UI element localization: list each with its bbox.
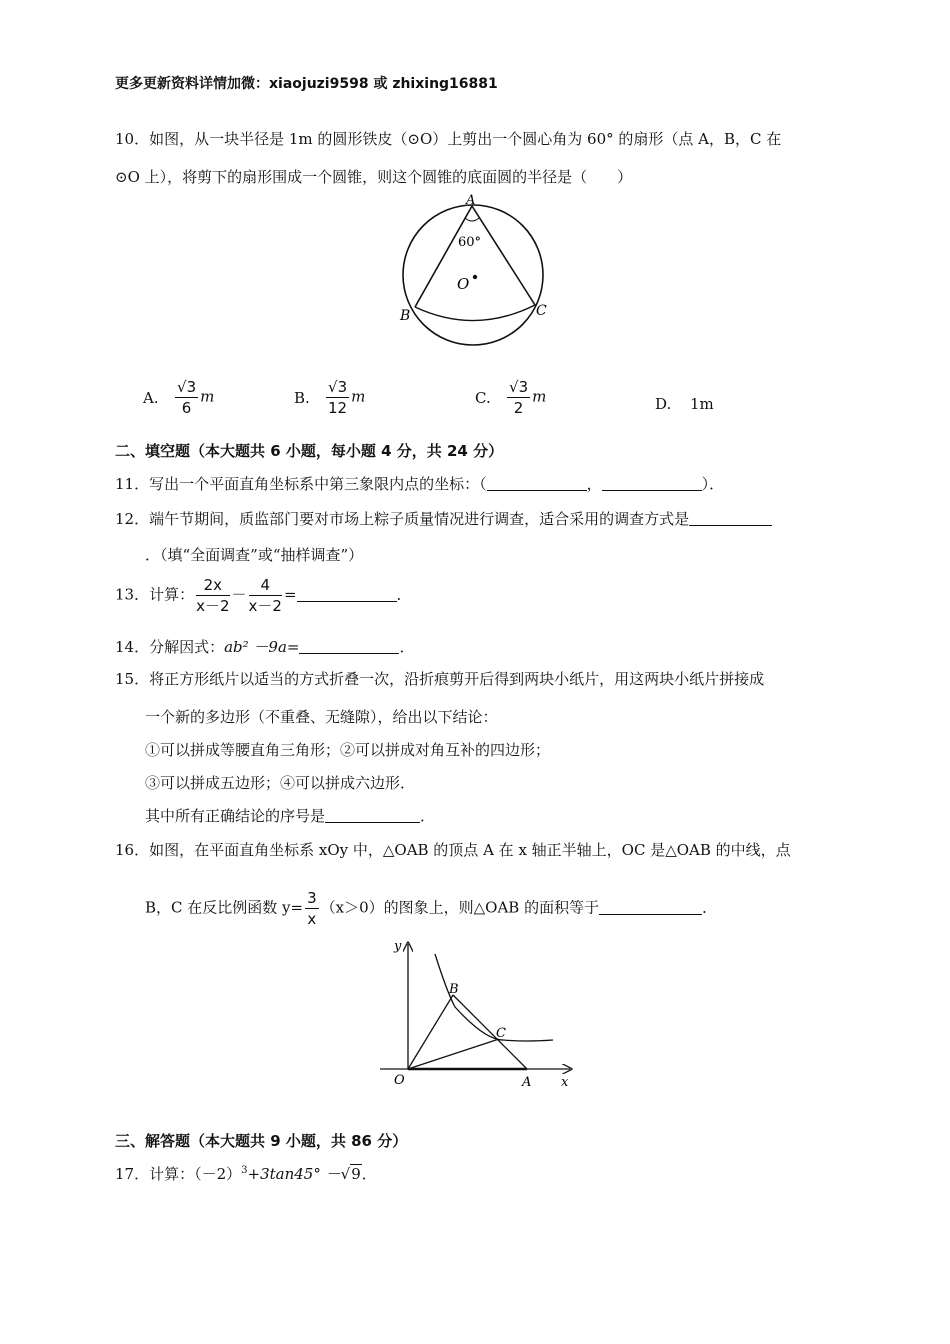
q10-option-d <box>655 395 714 413</box>
q16-prefix: B，C 在反比例函数 y= <box>145 898 304 917</box>
segment-ob <box>408 995 453 1069</box>
q12-blank[interactable] <box>689 511 772 526</box>
q12-line2: ．（填“全面调查”或“抽样调查”） <box>145 546 364 564</box>
q13-frac2-num: 4 <box>249 575 282 596</box>
q15-line2: 一个新的多边形（不重叠、无缝隙），给出以下结论： <box>145 708 498 726</box>
q13-frac2-den: x－2 <box>248 597 282 615</box>
q10-text-line1: 10．如图，从一块半径是 1m 的圆形铁皮（⊙O）上剪出一个圆心角为 60° 的扇形（点 A，B，C 在 <box>115 130 782 148</box>
angle-mark <box>465 218 479 221</box>
option-unit: m <box>200 387 215 406</box>
arc-bc <box>415 305 535 321</box>
q11-comma: ， <box>586 475 602 493</box>
segment-oc <box>408 1039 499 1069</box>
q15-line4: ③可以拼成五边形；④可以拼成六边形． <box>145 774 416 792</box>
q13-prefix: 13．计算： <box>115 585 195 604</box>
q15-end: ． <box>420 807 436 825</box>
q10-text-line2: ⊙O 上），将剪下的扇形围成一个圆锥，则这个圆锥的底面圆的半径是（ ） <box>115 168 633 186</box>
q10-option-b: B. $\frac{√3}{12}$ m <box>294 378 366 417</box>
q14 <box>115 636 415 657</box>
q15-line5 <box>145 805 435 826</box>
q16-suffix: （x＞0）的图象上，则△OAB 的面积等于 <box>320 898 600 917</box>
q12-text: 12．端午节期间，质监部门要对市场上粽子质量情况进行调查，适合采用的调查方式是 <box>115 510 690 528</box>
q17-radicand: 9 <box>351 1165 361 1183</box>
label-a: A <box>466 193 476 208</box>
option-letter: A. <box>143 388 159 407</box>
q13 <box>115 575 412 616</box>
label-b: B <box>400 308 411 324</box>
option-c-num: 3 <box>518 378 529 396</box>
q16-blank[interactable] <box>599 900 702 915</box>
q13-frac1-num: 2x <box>196 575 229 596</box>
q11-suffix: ）． <box>701 475 725 493</box>
q16-frac-den: x <box>307 910 317 928</box>
option-letter: B. <box>294 388 310 407</box>
label-c: C <box>536 303 547 319</box>
page-header: 更多更新资料详情加微：xiaojuzi9598 或 zhixing16881 <box>115 76 498 92</box>
q10-option-c: C. $\frac{√3}{2}$ m <box>475 378 547 417</box>
option-a-den: 6 <box>181 399 192 417</box>
q11-blank-x[interactable] <box>487 476 587 491</box>
label-o: O <box>457 275 470 293</box>
option-c-den: 2 <box>513 399 524 417</box>
q17-middle: +3tan45° － <box>247 1165 341 1183</box>
q13-end: ． <box>396 585 412 604</box>
q13-blank[interactable] <box>297 587 397 602</box>
circle-o <box>403 205 543 345</box>
axis-label-y: y <box>394 939 402 954</box>
q14-expr: ab² －9a= <box>224 638 300 656</box>
q12-line1 <box>115 508 772 529</box>
label-c: C <box>496 1026 506 1041</box>
q16-coordinate-figure <box>375 932 580 1092</box>
q11 <box>115 473 724 494</box>
label-a: A <box>522 1075 532 1090</box>
q17-exponent: 3 <box>241 1165 248 1176</box>
angle-label: 60° <box>458 235 482 250</box>
center-point <box>473 275 477 279</box>
q15-blank[interactable] <box>325 808 420 823</box>
option-letter: C. <box>475 388 491 407</box>
option-letter: D. <box>655 395 672 413</box>
q16-line2 <box>145 888 717 929</box>
q17: 17．计算：$(-2)^3+3\tan 45^\circ -√9$． <box>115 1165 377 1183</box>
option-b-den: 12 <box>328 399 348 417</box>
label-o: O <box>394 1073 405 1088</box>
option-a-num: 3 <box>186 378 197 396</box>
q13-minus: － <box>231 585 247 604</box>
q14-blank[interactable] <box>299 639 399 654</box>
label-b: B <box>449 982 459 997</box>
q15-prompt: 其中所有正确结论的序号是 <box>145 807 326 825</box>
q16-frac-num: 3 <box>307 889 317 907</box>
q13-eq: = <box>283 585 297 604</box>
option-b-num: 3 <box>337 378 348 396</box>
section-3-heading: 三、解答题（本大题共 9 小题，共 86 分） <box>115 1132 408 1150</box>
q13-frac1-den: x－2 <box>196 597 230 615</box>
q14-prefix: 14．分解因式： <box>115 638 225 656</box>
q10-option-a: A. $\frac{√3}{6}$ m <box>143 378 215 417</box>
option-unit: m <box>532 387 547 406</box>
segment-ba <box>453 995 527 1069</box>
option-unit: m <box>351 387 366 406</box>
q16-end: ． <box>702 898 718 917</box>
segment-ac <box>472 206 535 305</box>
q16-line1: 16．如图，在平面直角坐标系 xOy 中，△OAB 的顶点 A 在 x 轴正半轴上，OC 是△OAB 的中线，点 <box>115 841 791 859</box>
q15-line3: ①可以拼成等腰直角三角形；②可以拼成对角互补的四边形； <box>145 741 551 759</box>
q17-prefix: 17．计算：（－2） <box>115 1165 242 1183</box>
q10-circle-figure <box>395 190 555 350</box>
axis-label-x: x <box>561 1075 569 1090</box>
hyperbola-curve <box>435 954 553 1041</box>
section-2-heading: 二、填空题（本大题共 6 小题，每小题 4 分，共 24 分） <box>115 442 504 460</box>
q11-blank-y[interactable] <box>602 476 702 491</box>
option-d-text: 1m <box>690 395 714 413</box>
q15-line1: 15．将正方形纸片以适当的方式折叠一次，沿折痕剪开后得到两块小纸片，用这两块小纸片拼接成 <box>115 670 765 688</box>
q17-end: ． <box>361 1165 377 1183</box>
q11-prefix: 11．写出一个平面直角坐标系中第三象限内点的坐标：（ <box>115 475 487 493</box>
q14-end: ． <box>399 638 415 656</box>
